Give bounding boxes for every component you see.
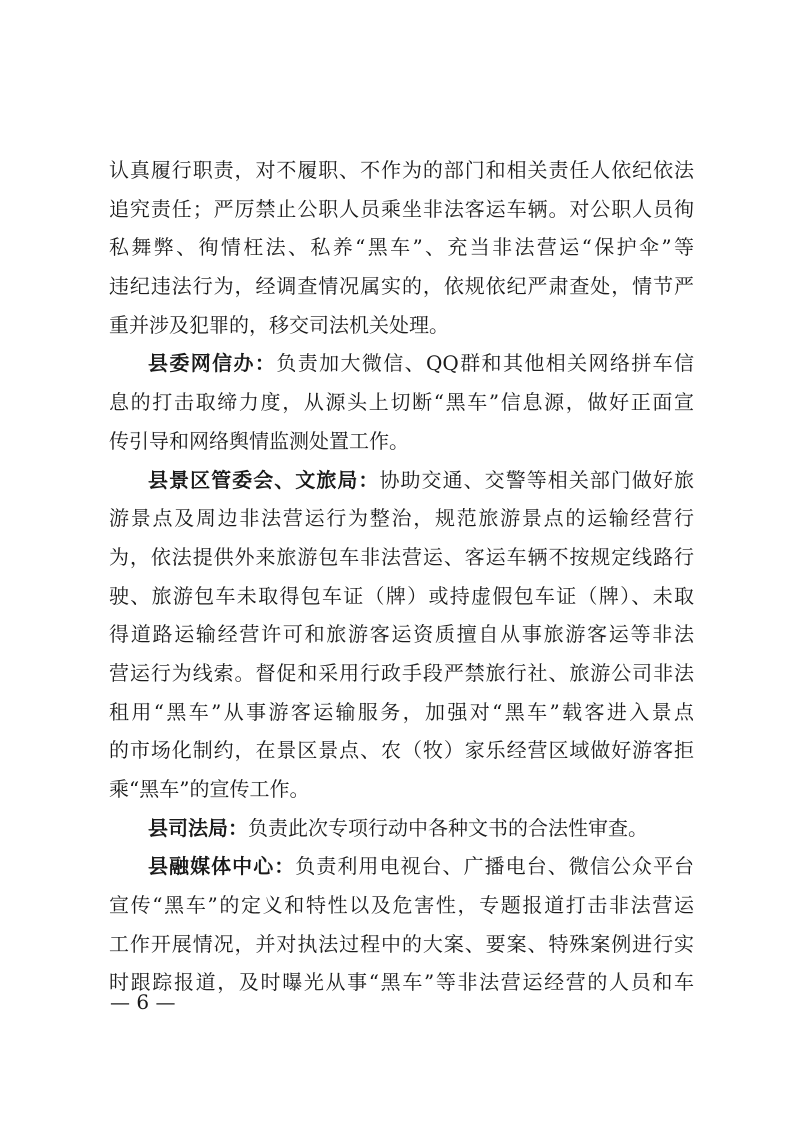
paragraph-5-heading: 县融媒体中心： (148, 854, 296, 879)
paragraph-3-line-5: 得道路运输经营许可和旅游客运资质擅自从事旅游客运等非法 (109, 622, 694, 647)
paragraph-1-line-5: 重并涉及犯罪的，移交司法机关处理。 (109, 312, 449, 337)
paragraph-2-line-1 (109, 344, 694, 383)
paragraph-3-line-9: 乘“黑车”的宣传工作。 (109, 777, 310, 801)
paragraph-4-line-1 (109, 809, 694, 848)
paragraph-3-line-3: 为，依法提供外来旅游包车非法营运、客运车辆不按规定线路行 (109, 544, 694, 569)
paragraph-5-line-4: 时跟踪报道，及时曝光从事“黑车”等非法营运经营的人员和车 (109, 970, 694, 995)
paragraph-2-heading: 县委网信办： (148, 351, 277, 376)
paragraph-1-line-2: 追究责任；严厉禁止公职人员乘坐非法客运车辆。对公职人员徇 (109, 196, 694, 221)
paragraph-4-heading: 县司法局： (148, 815, 248, 840)
paragraph-2-line-2: 息的打击取缔力度，从源头上切断“黑车”信息源，做好正面宣 (109, 390, 694, 415)
paragraph-2-line-3: 传引导和网络舆情监测处置工作。 (109, 428, 409, 453)
paragraph-2-line-1-text: 负责加大微信、QQ群和其他相关网络拼车信 (276, 351, 695, 376)
paragraph-1-line-1: 认真履行职责，对不履职、不作为的部门和相关责任人依纪依法 (109, 158, 694, 182)
paragraph-5-line-3: 工作开展情况，并对执法过程中的大案、要案、特殊案例进行实 (109, 931, 694, 956)
paragraph-3-line-1 (109, 461, 694, 500)
paragraph-3-line-6: 营运行为线索。督促和采用行政手段严禁旅行社、旅游公司非法 (109, 660, 694, 685)
paragraph-4-line-1-text: 负责此次专项行动中各种文书的合法性审查。 (248, 815, 648, 840)
paragraph-1-line-3: 私舞弊、徇情枉法、私养“黑车”、充当非法营运“保护伞”等 (109, 235, 694, 260)
paragraph-3-line-2: 游景点及周边非法营运行为整治，规范旅游景点的运输经营行 (109, 506, 694, 531)
paragraph-3-line-4: 驶、旅游包车未取得包车证（牌）或持虚假包车证（牌）、未取 (109, 583, 694, 608)
paragraph-5-line-1 (109, 847, 694, 886)
document-body (109, 151, 694, 1002)
paragraph-1-line-4: 违纪违法行为，经调查情况属实的，依规依纪严肃查处，情节严 (109, 274, 694, 299)
paragraph-3-heading: 县景区管委会、文旅局： (148, 467, 380, 492)
paragraph-3-line-7: 租用“黑车”从事游客运输服务，加强对“黑车”载客进入景点 (109, 699, 694, 724)
paragraph-5-line-1-text: 负责利用电视台、广播电台、微信公众平台 (295, 854, 695, 879)
paragraph-5-line-2: 宣传“黑车”的定义和特性以及危害性，专题报道打击非法营运 (109, 893, 694, 918)
paragraph-3-line-1-text: 协助交通、交警等相关部门做好旅 (379, 467, 695, 492)
paragraph-3-line-8: 的市场化制约，在景区景点、农（牧）家乐经营区域做好游客拒 (109, 738, 694, 763)
page-number: — 6 — (110, 990, 176, 1014)
